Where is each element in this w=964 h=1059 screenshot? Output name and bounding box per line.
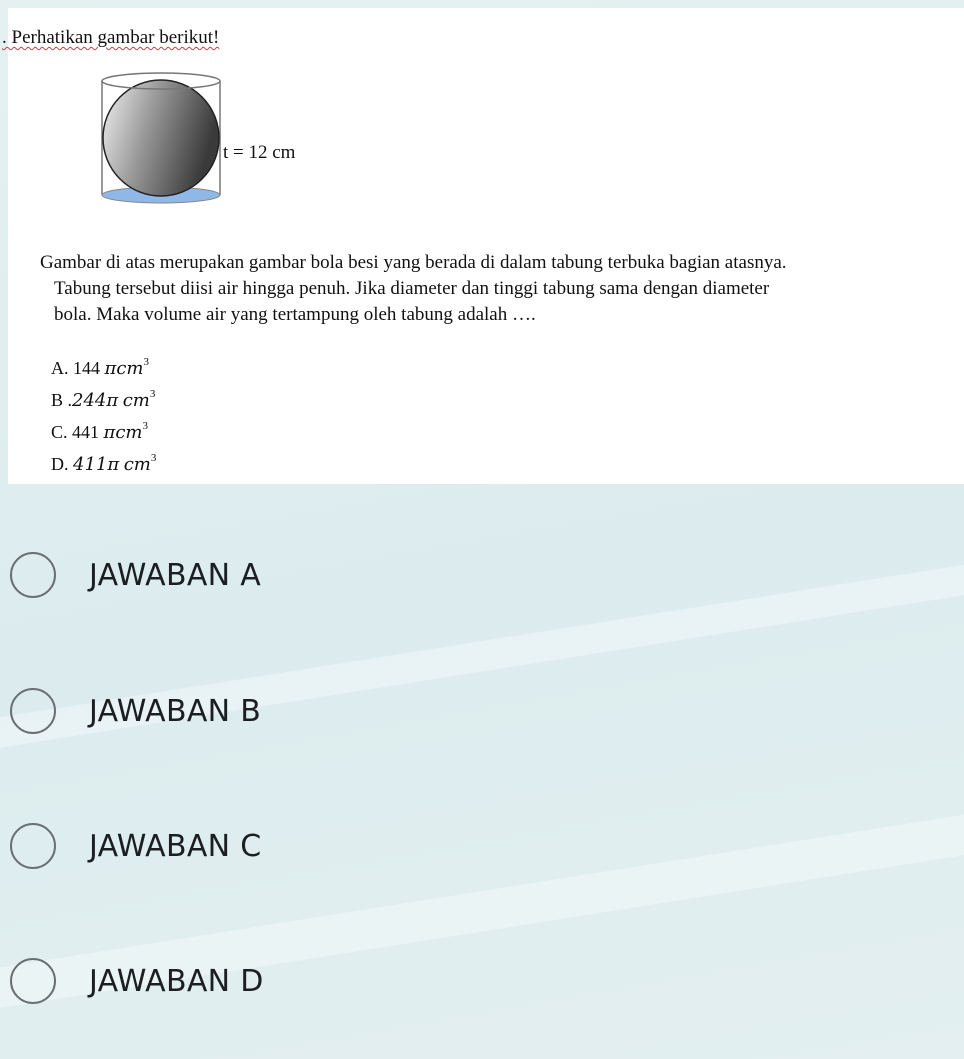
answer-option-c[interactable] <box>10 822 261 870</box>
sphere-in-cylinder-figure <box>88 70 228 215</box>
option-b-text: B .244π $cm^3$ <box>51 388 156 411</box>
radio-d[interactable] <box>10 958 56 1004</box>
answer-option-d[interactable] <box>10 957 264 1005</box>
height-label: t = 12 cm <box>223 142 296 163</box>
answer-b-label: JAWABAN B <box>89 693 262 729</box>
answer-option-a[interactable] <box>10 551 261 599</box>
question-line-3: bola. Maka volume air yang tertampung oleh tabung adalah …. <box>54 304 536 325</box>
question-line-2: Tabung tersebut diisi air hingga penuh. Jika diameter dan tinggi tabung sama dengan diameter <box>54 278 770 299</box>
option-a-text: A. 144 πcm$^3$ <box>51 356 149 379</box>
answer-d-label: JAWABAN D <box>89 963 264 999</box>
cylinder-sphere-icon <box>88 70 228 210</box>
radio-b[interactable] <box>10 688 56 734</box>
answer-option-b[interactable] <box>10 687 261 735</box>
option-d-text: D. 411π $cm^3$ <box>51 452 157 475</box>
option-c-text: C. 441 πcm$^3$ <box>51 420 148 443</box>
question-intro: . Perhatikan gambar berikut! <box>2 27 220 48</box>
question-text <box>40 250 960 328</box>
answer-a-label: JAWABAN A <box>89 557 262 593</box>
radio-c[interactable] <box>10 823 56 869</box>
radio-a[interactable] <box>10 552 56 598</box>
answer-c-label: JAWABAN C <box>89 828 262 864</box>
question-line-1: Gambar di atas merupakan gambar bola besi yang berada di dalam tabung terbuka bagian atasnya. <box>40 252 787 273</box>
question-card <box>2 8 964 484</box>
